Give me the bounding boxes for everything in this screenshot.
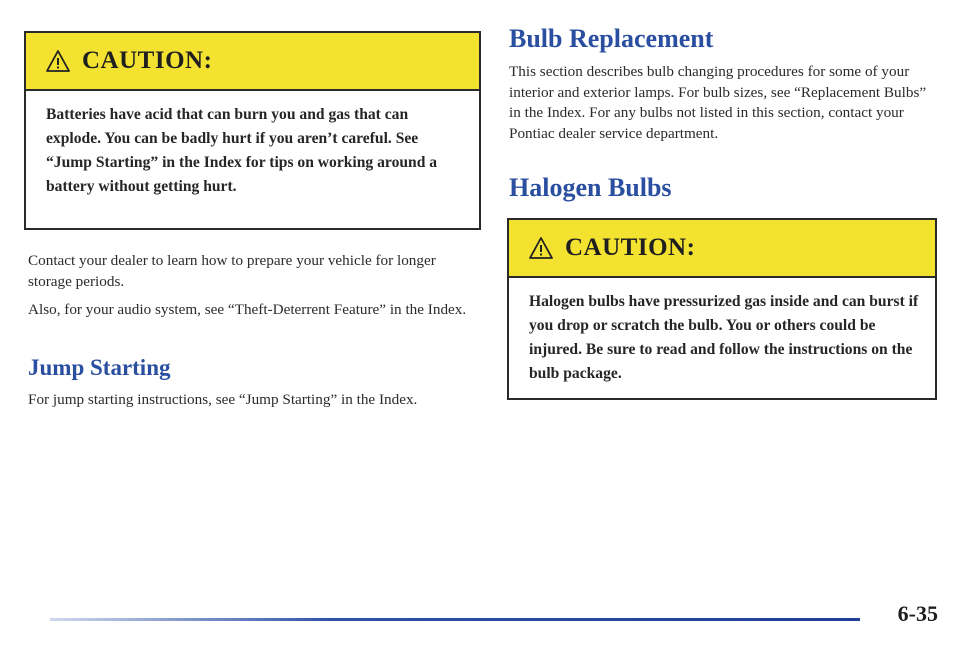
caution-label: CAUTION:	[565, 234, 696, 261]
caution-banner	[26, 33, 479, 91]
halogen-bulbs-heading: Halogen Bulbs	[509, 173, 672, 202]
caution-text: Batteries have acid that can burn you and gas that can explode. You can be badly hurt if you aren’t careful. See “Jump Starting” in the Index for tips on working around a battery without getting hurt.	[46, 106, 438, 195]
jump-starting-paragraph: For jump starting instructions, see “Jump Starting” in the Index.	[28, 391, 418, 408]
storage-paragraph: Contact your dealer to learn how to prepare your vehicle for longer storage periods.	[28, 252, 436, 290]
warning-triangle-icon	[46, 50, 70, 72]
warning-triangle-icon	[529, 237, 553, 259]
caution-label: CAUTION:	[82, 47, 213, 74]
battery-caution-box	[24, 31, 481, 230]
footer-rule	[50, 618, 860, 621]
jump-starting-heading: Jump Starting	[28, 355, 171, 380]
page-number: 6-35	[897, 601, 938, 626]
caution-banner	[509, 220, 935, 278]
halogen-caution-box	[507, 218, 937, 400]
bulb-replacement-paragraph: This section describes bulb changing procedures for some of your interior and exterior lamps. For bulb sizes, see “Replacement Bulbs” in the Index. For any bulbs not listed in this section, contact your Pontiac dealer service department.	[509, 63, 927, 142]
caution-text: Halogen bulbs have pressurized gas inside and can burst if you drop or scratch the bulb. You or others could be injured. Be sure to read and follow the instructions on the bulb package.	[529, 293, 919, 382]
audio-paragraph: Also, for your audio system, see “Theft-Deterrent Feature” in the Index.	[28, 301, 467, 318]
bulb-replacement-heading: Bulb Replacement	[509, 24, 714, 53]
